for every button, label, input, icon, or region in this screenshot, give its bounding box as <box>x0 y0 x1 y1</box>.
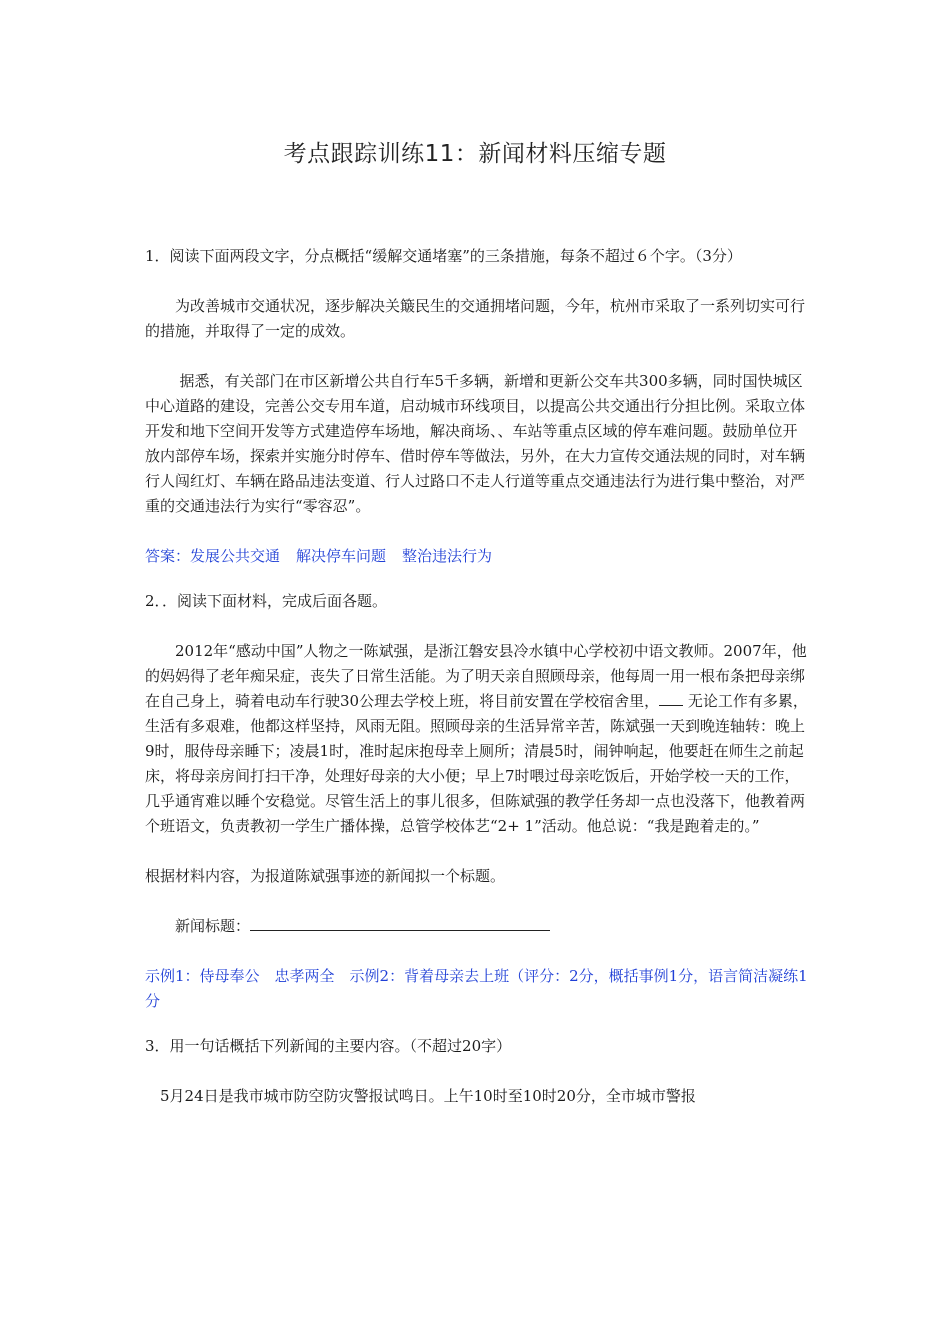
answer-item: 发展公共交通 <box>190 547 281 565</box>
question-2-paragraph <box>145 639 810 839</box>
headline-label: 新闻标题： <box>175 917 251 935</box>
answer-item: 解决停车问题 <box>296 547 387 565</box>
paragraph-text-part-2: 无论工作有多累，生活有多艰难，他都这样坚持，风雨无阻。照顾母亲的生活异常辛苦，陈斌强一天到晚连轴转：晚上9时，服侍母亲睡下；凌晨1时，准时起床抱母幸上厕所；清晨5时，闹钟响起，他要赶在师生之前起床，将母亲房间打扫干净，处理好母亲的大小便；早上7时喂过母亲吃饭后，开始学校一天的工作，几乎通宵难以睡个安稳觉。尽管生活上的事儿很多，但陈斌强的教学任务却一点也没落下，他教着两个班语文，负责教初一学生广播体操，总管学校体艺“2+ 1”活动。他总说：“我是跑着走的。” <box>145 692 808 835</box>
question-1-answer <box>145 544 810 569</box>
question-3-paragraph: 5月24日是我市城市防空防灾警报试鸣日。上午10时至10时20分，全市城市警报 <box>160 1087 696 1105</box>
question-2-prompt: 2．．阅读下面材料，完成后面各题。 <box>145 592 388 610</box>
answer-item: 整治违法行为 <box>402 547 493 565</box>
question-2-answer: 示例1：侍母奉公 忠孝两全 示例2：背着母亲去上班（评分：2分，概括事例1分，语言简洁凝练1分 <box>145 967 808 1010</box>
headline-blank <box>250 916 550 931</box>
question-3-prompt: 3．用一句话概括下列新闻的主要内容。（不超过20字） <box>145 1037 512 1055</box>
paragraph-text-part-1: 2012年“感动中国”人物之一陈斌强，是浙江磐安县冷水镇中心学校初中语文教师。2007年，他的妈妈得了老年痴呆症，丧失了日常生活能。为了明天亲自照顾母亲，他每周一用一根布条把母亲绑在自己身上，骑着电动车行驶30公理去学校上班，将目前安置在学校宿舍里， <box>145 642 807 710</box>
question-1-paragraph-1: 为改善城市交通状况，逐步解决关簸民生的交通拥堵问题，今年，杭州市采取了一系列切实可行的措施，并取得了一定的成效。 <box>145 297 806 340</box>
question-1-paragraph-2: 据悉，有关部门在市区新增公共自行车5千多辆，新增和更新公交车共300多辆，同时国快城区中心道路的建设，完善公交专用车道，启动城市环线项目，以提高公共交通出行分担比例。采取立体开发和地下空间开发等方式建造停车场地，解决商场、、车站等重点区域的停车难问题。鼓励单位开放内部停车场，探索并实施分时停车、借时停车等做法，另外，在大力宣传交通法规的同时，对车辆行人闯红灯、车辆在路品违法变道、行人过路口不走人行道等重点交通违法行为进行集中整治，对严重的交通违法行为实行“零容忍”。 <box>145 372 806 515</box>
headline-line <box>145 914 810 939</box>
document-body <box>145 244 810 1109</box>
answer-label: 答案： <box>145 547 191 565</box>
fill-blank <box>659 691 683 706</box>
question-1-prompt: 1．阅读下面两段文字，分点概括“缓解交通堵塞”的三条措施，每条不超过６个字。（3分） <box>145 247 742 265</box>
question-2-instruction: 根据材料内容，为报道陈斌强事迹的新闻拟一个标题。 <box>145 867 506 885</box>
page-title: 考点跟踪训练11：新闻材料压缩专题 <box>283 141 667 167</box>
